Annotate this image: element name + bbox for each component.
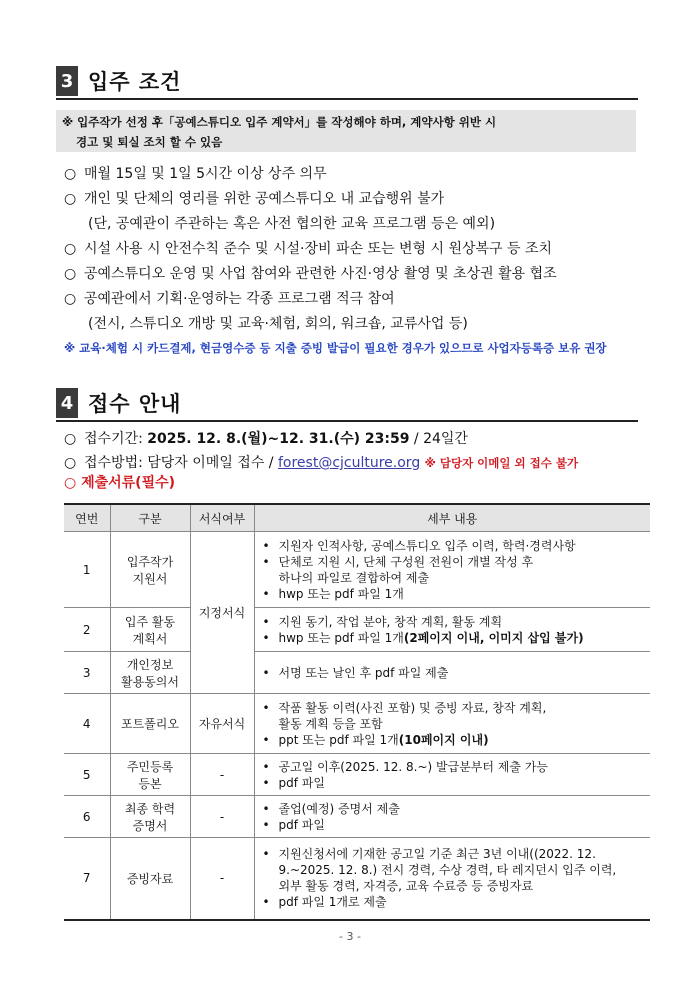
document-category: 포트폴리오 (110, 694, 190, 754)
document-details: • 지원 동기, 작업 분야, 창작 계획, 활동 계획 • hwp 또는 pdf 파일 1개(2페이지 이내, 이미지 삽입 불가) (254, 608, 650, 652)
form-type: - (190, 838, 254, 920)
condition-text: 시설 사용 시 안전수칙 준수 및 시설·장비 파손 또는 변형 시 원상복구 등 조치 (84, 241, 553, 257)
row-number: 4 (64, 694, 110, 754)
notice-text-line2: 경고 및 퇴실 조치 할 수 있음 (76, 135, 223, 149)
document-details: • 서명 또는 날인 후 pdf 파일 제출 (254, 652, 650, 694)
form-type: 자유서식 (190, 694, 254, 754)
email-only-note: ※ 담당자 이메일 외 접수 불가 (424, 456, 579, 470)
document-category: 증빙자료 (110, 838, 190, 920)
application-method (64, 452, 578, 472)
circle-bullet-icon: ○ (64, 455, 77, 471)
condition-text: 매월 15일 및 1일 5시간 이상 상주 의무 (84, 166, 327, 182)
row-number: 1 (64, 532, 110, 608)
row-number: 5 (64, 754, 110, 796)
document-category: 개인정보 활용동의서 (110, 652, 190, 694)
condition-item (64, 163, 327, 183)
required-documents-table (64, 503, 650, 921)
document-category: 입주 활동 계획서 (110, 608, 190, 652)
circle-bullet-icon: ○ (64, 266, 77, 282)
circle-bullet-icon: ○ (64, 166, 77, 182)
circle-bullet-icon: ○ (64, 191, 77, 207)
document-details: • 졸업(예정) 증명서 제출 • pdf 파일 (254, 796, 650, 838)
document-details: • 작품 활동 이력(사진 포함) 및 증빙 자료, 창작 계획, 활동 계획 등을 포함 • ppt 또는 pdf 파일 1개(10페이지 이내) (254, 694, 650, 754)
document-category: 입주작가 지원서 (110, 532, 190, 608)
column-header: 연번 (64, 504, 110, 532)
condition-text: 공예스튜디오 운영 및 사업 참여와 관련한 사진·영상 촬영 및 초상권 활용 협조 (84, 266, 557, 282)
period-value: 2025. 12. 8.(월)~12. 31.(수) 23:59 (147, 431, 410, 447)
table-header-row (64, 504, 650, 532)
form-type: - (190, 796, 254, 838)
table-row (64, 694, 650, 754)
contact-email-link[interactable]: forest@cjculture.org (277, 455, 421, 471)
row-number: 7 (64, 838, 110, 920)
table-row (64, 796, 650, 838)
row-number: 2 (64, 608, 110, 652)
section-number-badge: 4 (56, 388, 78, 418)
period-label: 접수기간: (84, 431, 143, 447)
required-documents-title: ○ 제출서류(필수) (64, 475, 176, 491)
section-title: 접수 안내 (88, 392, 182, 416)
column-header: 세부 내용 (254, 504, 650, 532)
row-number: 3 (64, 652, 110, 694)
document-details: • 지원자 인적사항, 공예스튜디오 입주 이력, 학력·경력사항 • 단체로 지원 시, 단체 구성원 전원이 개별 작성 후 하나의 파일로 결합하여 제출 • hwp 또는 pdf 파일 1개 (254, 532, 650, 608)
document-category: 주민등록 등본 (110, 754, 190, 796)
column-header: 서식여부 (190, 504, 254, 532)
section-3-heading (56, 66, 181, 96)
period-duration: / 24일간 (413, 431, 468, 447)
condition-item (64, 238, 552, 258)
application-period (64, 428, 468, 448)
method-label: 접수방법: 담당자 이메일 접수 / (84, 455, 274, 471)
section-4-heading (56, 388, 181, 418)
form-type: - (190, 754, 254, 796)
circle-bullet-icon: ○ (64, 431, 77, 447)
condition-item (64, 263, 557, 283)
business-registration-note: ※ 교육·체험 시 카드결제, 현금영수증 등 지출 증빙 발급이 필요한 경우가 있으므로 사업자등록증 보유 권장 (64, 341, 607, 355)
section-number-badge: 3 (56, 66, 78, 96)
table-row (64, 608, 650, 652)
document-details: • 지원신청서에 기재한 공고일 기준 최근 3년 이내((2022. 12. 9.~2025. 12. 8.) 전시 경력, 수상 경력, 타 레지던시 입주 이력, 외부 활동 경력, 자격증, 교육 수료증 등 증빙자료 • pdf 파일 1개로 제출 (254, 838, 650, 920)
condition-text: 공예관에서 기획·운영하는 각종 프로그램 적극 참여 (84, 291, 395, 307)
row-number: 6 (64, 796, 110, 838)
column-header: 구분 (110, 504, 190, 532)
section-title: 입주 조건 (88, 70, 182, 94)
table-row (64, 652, 650, 694)
condition-item (64, 188, 444, 208)
condition-text: 개인 및 단체의 영리를 위한 공예스튜디오 내 교습행위 불가 (84, 191, 445, 207)
condition-subtext: (전시, 스튜디오 개방 및 교육·체험, 회의, 워크숍, 교류사업 등) (88, 316, 468, 332)
document-details: • 공고일 이후(2025. 12. 8.~) 발급분부터 제출 가능 • pdf 파일 (254, 754, 650, 796)
circle-bullet-icon: ○ (64, 241, 77, 257)
document-category: 최종 학력 증명서 (110, 796, 190, 838)
condition-subtext: (단, 공예관이 주관하는 혹은 사전 협의한 교육 프로그램 등은 예외) (88, 216, 496, 232)
section-divider (56, 98, 638, 100)
form-type: 지정서식 (190, 532, 254, 694)
notice-text-line1: ※ 입주작가 선정 후「공예스튜디오 입주 계약서」를 작성해야 하며, 계약사항 위반 시 (62, 115, 497, 129)
table-row (64, 532, 650, 608)
table-row (64, 754, 650, 796)
condition-item (64, 288, 395, 308)
section-divider (56, 420, 638, 422)
page-number: - 3 - (339, 930, 361, 943)
notice-box (56, 110, 636, 152)
table-row (64, 838, 650, 920)
circle-bullet-icon: ○ (64, 291, 77, 307)
